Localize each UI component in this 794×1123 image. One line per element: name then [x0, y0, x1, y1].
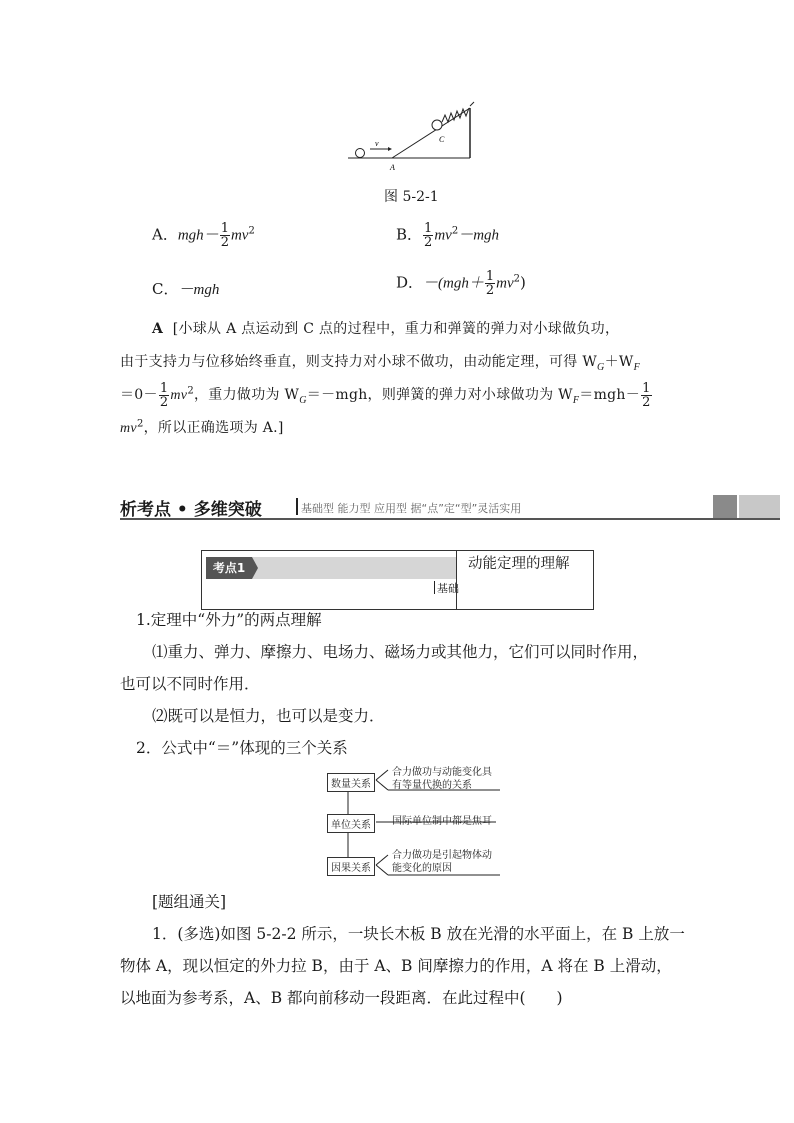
point-1-text: ⑴重力、弹力、摩擦力、电场力、磁场力或其他力，它们可以同时作用， — [152, 643, 649, 661]
figure-label-v: v — [375, 139, 379, 148]
answer-letter: A — [152, 321, 164, 337]
practice-section — [120, 886, 690, 1014]
section-subtitle: 基础型 能力型 应用型 据“点”定“型”灵活实用 — [301, 502, 522, 515]
kaodian-tag: 基础 — [437, 582, 459, 595]
point-2-heading: 2．公式中“＝”体现的三个关系 — [136, 739, 348, 757]
figure-label-c: C — [439, 135, 445, 144]
kaodian-badge: 考点1 — [206, 557, 252, 579]
option-c: C．－mgh — [152, 280, 220, 298]
incline-spring-figure — [348, 100, 478, 175]
section-title: 析考点 • 多维突破 — [120, 500, 262, 520]
mindmap-text-unit: 国际单位制中都是焦耳 — [392, 816, 492, 827]
mindmap-node-unit: 单位关系 — [327, 814, 375, 833]
point-2-text: ⑵既可以是恒力，也可以是变力． — [152, 707, 385, 725]
figure-label-a: A — [390, 163, 395, 172]
point-1-heading: 1.定理中“外力”的两点理解 — [136, 611, 322, 629]
kaodian-box — [201, 550, 594, 610]
figure-caption: 图 5-2-1 — [384, 189, 439, 205]
question-1-line-1: 1．(多选)如图 5-2-2 所示，一块长木板 B 放在光滑的水平面上，在 B 上放一 — [152, 925, 685, 943]
option-d: D．－(mgh＋ $\frac{1}{2}$ $mv^2$) — [396, 269, 526, 298]
answer-explanation: A [小球从 A 点运动到 C 点的过程中，重力和弹簧的弹力对小球做负功， 由于支持力与位移始终垂直，则支持力对小球不做功，由动能定理，可得 $W_G+W_F$ ＝0－ $\frac{1}{2}$ $mv^2$，重力做功为 $W_G=-mgh$，则弹簧的弹力对小球做功为 $W_F=mgh-$ $\frac{1}{2}$ $mv^2$，所以正确选项为 A.] — [120, 321, 651, 436]
option-a: A．mgh－ $\frac{1}{2}$ $mv^2$ — [152, 221, 255, 250]
mindmap-node-cause: 因果关系 — [327, 857, 375, 876]
option-b: B． $\frac{1}{2}$ $mv^2-mgh$ — [396, 221, 500, 250]
question-1-line-3: 以地面为参考系，A、B 都向前移动一段距离．在此过程中( ) — [120, 989, 563, 1007]
mindmap-text-cause: 合力做功是引起物体动 能变化的原因 — [392, 850, 492, 874]
point-1-text-cont: 也可以不同时作用． — [120, 675, 260, 693]
practice-heading: [题组通关] — [152, 893, 227, 911]
mindmap-text-quantity: 合力做功与动能变化具 有等量代换的关系 — [392, 767, 492, 791]
content-body — [120, 604, 690, 764]
section-header — [120, 494, 780, 520]
kaodian-title: 动能定理的理解 — [468, 556, 570, 572]
mindmap-node-quantity: 数量关系 — [327, 773, 375, 792]
question-1-line-2: 物体 A，现以恒定的外力拉 B，由于 A、B 间摩擦力的作用，A 将在 B 上滑动， — [120, 957, 672, 975]
